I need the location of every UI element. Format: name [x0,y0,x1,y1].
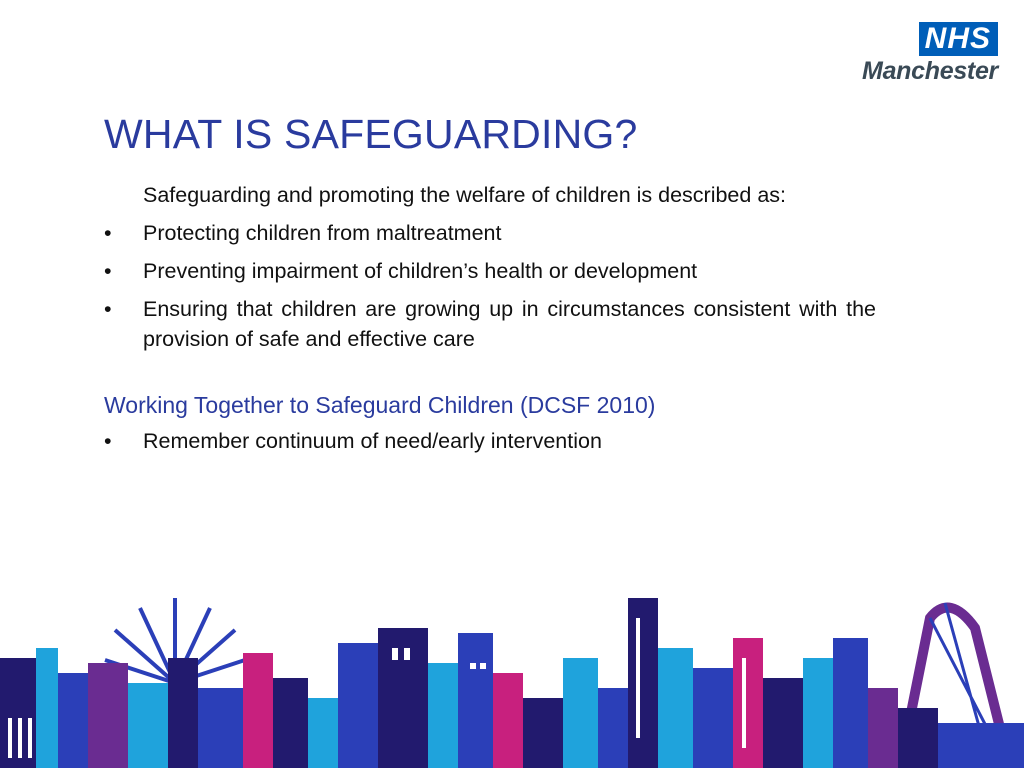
org-name: Manchester [862,57,998,85]
sub-bullet-list [104,426,876,456]
bullet-text: Preventing impairment of children’s health or development [143,259,698,283]
list-item [104,256,876,286]
city-skyline-illustration [0,588,1024,768]
nhs-manchester-logo [848,22,998,86]
bullet-icon: • [104,221,112,245]
bullet-text: Remember continuum of need/early intervention [143,429,602,453]
list-item [104,294,876,354]
bullet-list [104,218,876,354]
skyline-buildings [0,598,1024,768]
slide-title: WHAT IS SAFEGUARDING? [104,111,638,157]
slide-content [104,180,876,464]
bullet-text: Ensuring that children are growing up in circumstances consistent with the provision of safe and effective care [143,297,876,351]
subheading: Working Together to Safeguard Children (DCSF 2010) [104,392,656,418]
list-item [104,426,876,456]
bullet-icon: • [104,429,112,453]
list-item [104,218,876,248]
bullet-icon: • [104,259,112,283]
intro-text: Safeguarding and promoting the welfare of children is described as: [143,183,786,207]
bullet-icon: • [104,297,112,321]
nhs-badge: NHS [919,22,998,56]
bullet-text: Protecting children from maltreatment [143,221,502,245]
